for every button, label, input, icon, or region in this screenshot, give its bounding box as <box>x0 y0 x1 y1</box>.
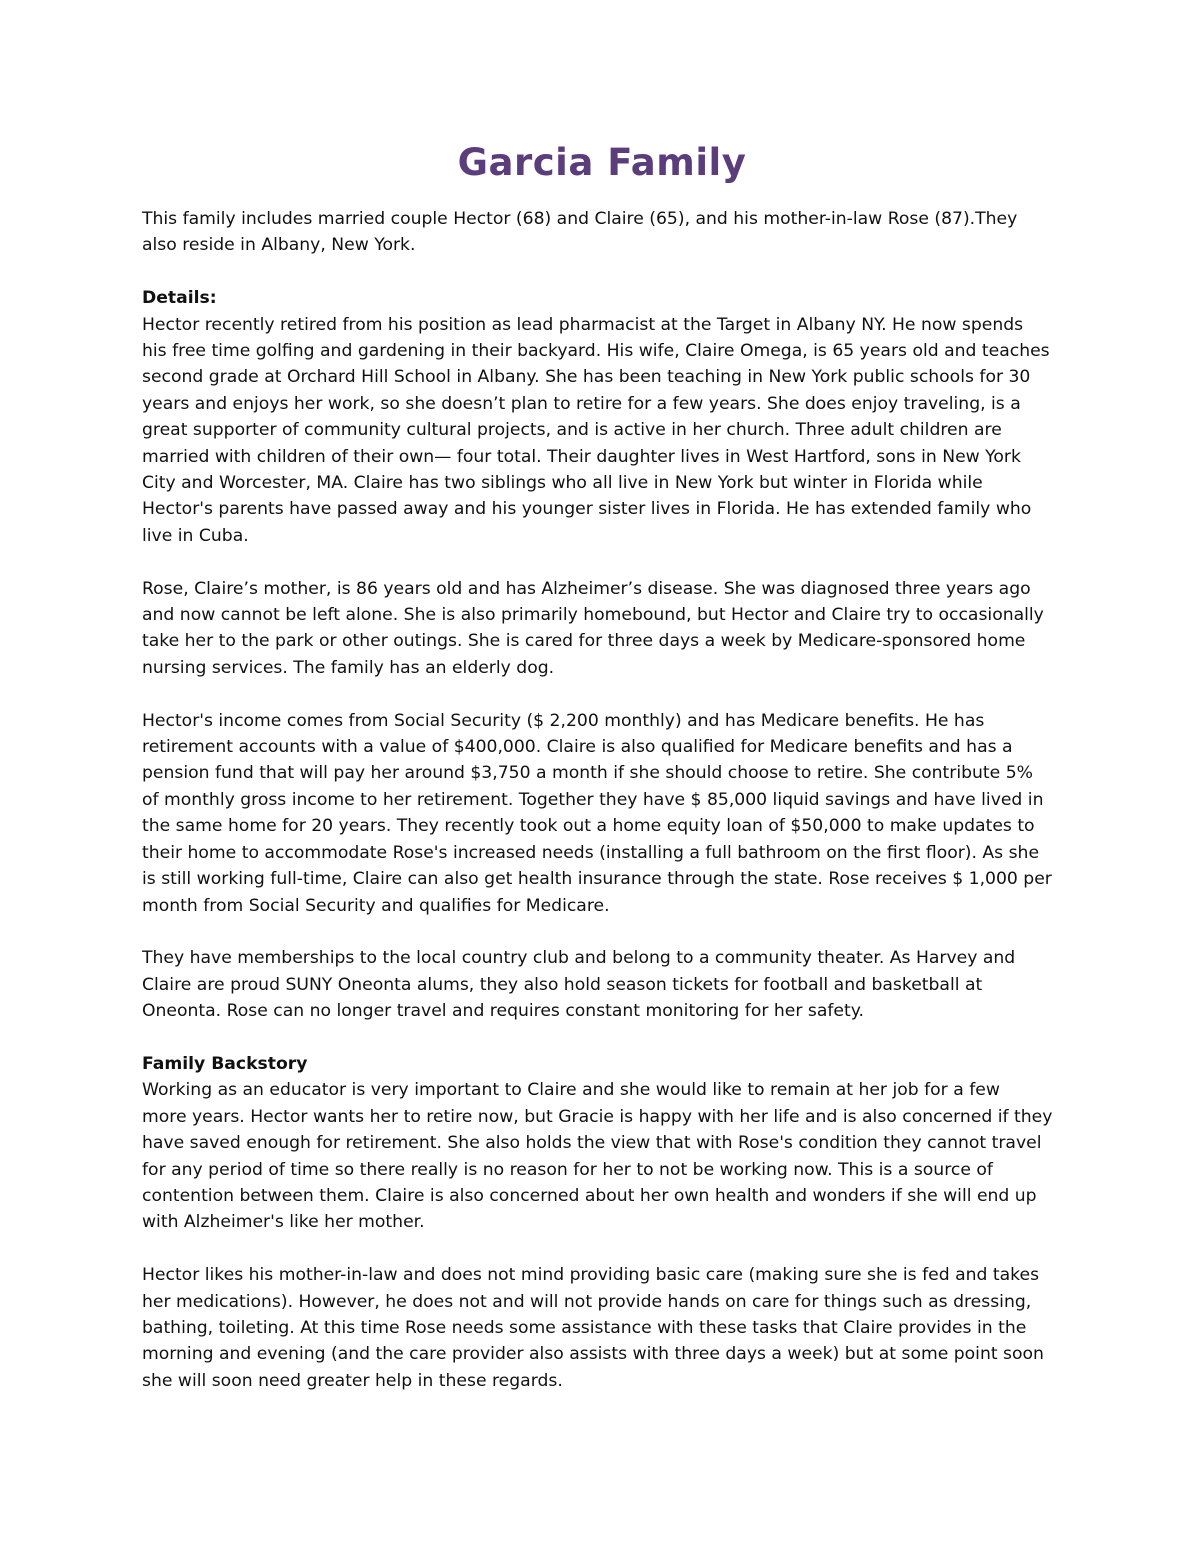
document-page <box>142 138 1062 1421</box>
intro-paragraph <box>142 206 1062 259</box>
intro-line: also reside in Albany, New York. <box>142 235 416 256</box>
details-line: City and Worcester, MA. Claire has two siblings who all live in New York but winter in Florida while <box>142 473 983 494</box>
page-title: Garcia Family <box>457 141 747 184</box>
backstory-line: have saved enough for retirement. She also holds the view that with Rose's condition they cannot travel <box>142 1133 1042 1154</box>
details-line: married with children of their own— four total. Their daughter lives in West Hartford, sons in New York <box>142 446 1021 467</box>
intro-line: This family includes married couple Hector (68) and Claire (65), and his mother-in-law Rose (87).They <box>142 209 1018 229</box>
details-line: Hector's parents have passed away and his younger sister lives in Florida. He has extended family who <box>142 499 1032 520</box>
details-line: live in Cuba. <box>142 525 249 546</box>
backstory-section <box>142 1051 1062 1236</box>
income-line: of monthly gross income to her retirement. Together they have $ 85,000 liquid savings and have lived in <box>142 789 1044 810</box>
income-line: Hector's income comes from Social Security ($ 2,200 monthly) and has Medicare benefits. He has <box>142 710 985 731</box>
income-line: is still working full-time, Claire can also get health insurance through the state. Rose receives $ 1,000 per <box>142 869 1052 890</box>
memberships-paragraph <box>142 945 1062 1024</box>
details-line: Hector recently retired from his position as lead pharmacist at the Target in Albany NY. He now spends <box>142 314 1024 335</box>
care-paragraph <box>142 1262 1062 1394</box>
care-line: morning and evening (and the care provider also assists with three days a week) but at some point soon <box>142 1344 1044 1365</box>
details-line: years and enjoys her work, so she doesn’t plan to retire for a few years. She does enjoy traveling, is a <box>142 393 1021 414</box>
rose-line: take her to the park or other outings. She is cared for three days a week by Medicare-sponsored home <box>142 631 1026 652</box>
rose-line: Rose, Claire’s mother, is 86 years old and has Alzheimer’s disease. She was diagnosed three years ago <box>142 578 1031 599</box>
memberships-line: Oneonta. Rose can no longer travel and requires constant monitoring for her safety. <box>142 1001 864 1022</box>
backstory-line: more years. Hector wants her to retire now, but Gracie is happy with her life and is also concerned if they <box>142 1106 1053 1127</box>
backstory-heading: Family Backstory <box>142 1053 308 1074</box>
care-line: Hector likes his mother-in-law and does not mind providing basic care (making sure she is fed and takes <box>142 1265 1040 1286</box>
backstory-line: Working as an educator is very important to Claire and she would like to remain at her job for a few <box>142 1080 1000 1101</box>
backstory-line: contention between them. Claire is also concerned about her own health and wonders if she will end up <box>142 1185 1037 1206</box>
rose-line: nursing services. The family has an elderly dog. <box>142 657 555 678</box>
income-paragraph <box>142 708 1062 919</box>
rose-paragraph <box>142 576 1062 682</box>
income-line: retirement accounts with a value of $400,000. Claire is also qualified for Medicare benefits and has a <box>142 737 1013 758</box>
income-line: pension fund that will pay her around $3,750 a month if she should choose to retire. She contribute 5% <box>142 763 1033 784</box>
details-section <box>142 285 1062 549</box>
memberships-line: They have memberships to the local country club and belong to a community theater. As Harvey and <box>142 948 1016 969</box>
care-line: her medications). However, he does not and will not provide hands on care for things such as dressing, <box>142 1291 1032 1312</box>
income-line: month from Social Security and qualifies for Medicare. <box>142 895 610 916</box>
details-line: great supporter of community cultural projects, and is active in her church. Three adult children are <box>142 420 1002 441</box>
memberships-line: Claire are proud SUNY Oneonta alums, they also hold season tickets for football and basketball at <box>142 974 983 995</box>
backstory-line: with Alzheimer's like her mother. <box>142 1212 425 1233</box>
care-line: she will soon need greater help in these regards. <box>142 1370 563 1391</box>
details-heading: Details: <box>142 288 217 309</box>
income-line: the same home for 20 years. They recently took out a home equity loan of $50,000 to make updates to <box>142 816 1035 837</box>
care-line: bathing, toileting. At this time Rose needs some assistance with these tasks that Claire provides in the <box>142 1317 1027 1338</box>
backstory-line: for any period of time so there really is no reason for her to not be working now. This is a source of <box>142 1159 993 1180</box>
details-line: his free time golfing and gardening in their backyard. His wife, Claire Omega, is 65 years old and teaches <box>142 341 1050 362</box>
details-line: second grade at Orchard Hill School in Albany. She has been teaching in New York public schools for 30 <box>142 367 1031 388</box>
income-line: their home to accommodate Rose's increased needs (installing a full bathroom on the first floor). As she <box>142 842 1040 863</box>
rose-line: and now cannot be left alone. She is also primarily homebound, but Hector and Claire try to occasionally <box>142 605 1044 626</box>
